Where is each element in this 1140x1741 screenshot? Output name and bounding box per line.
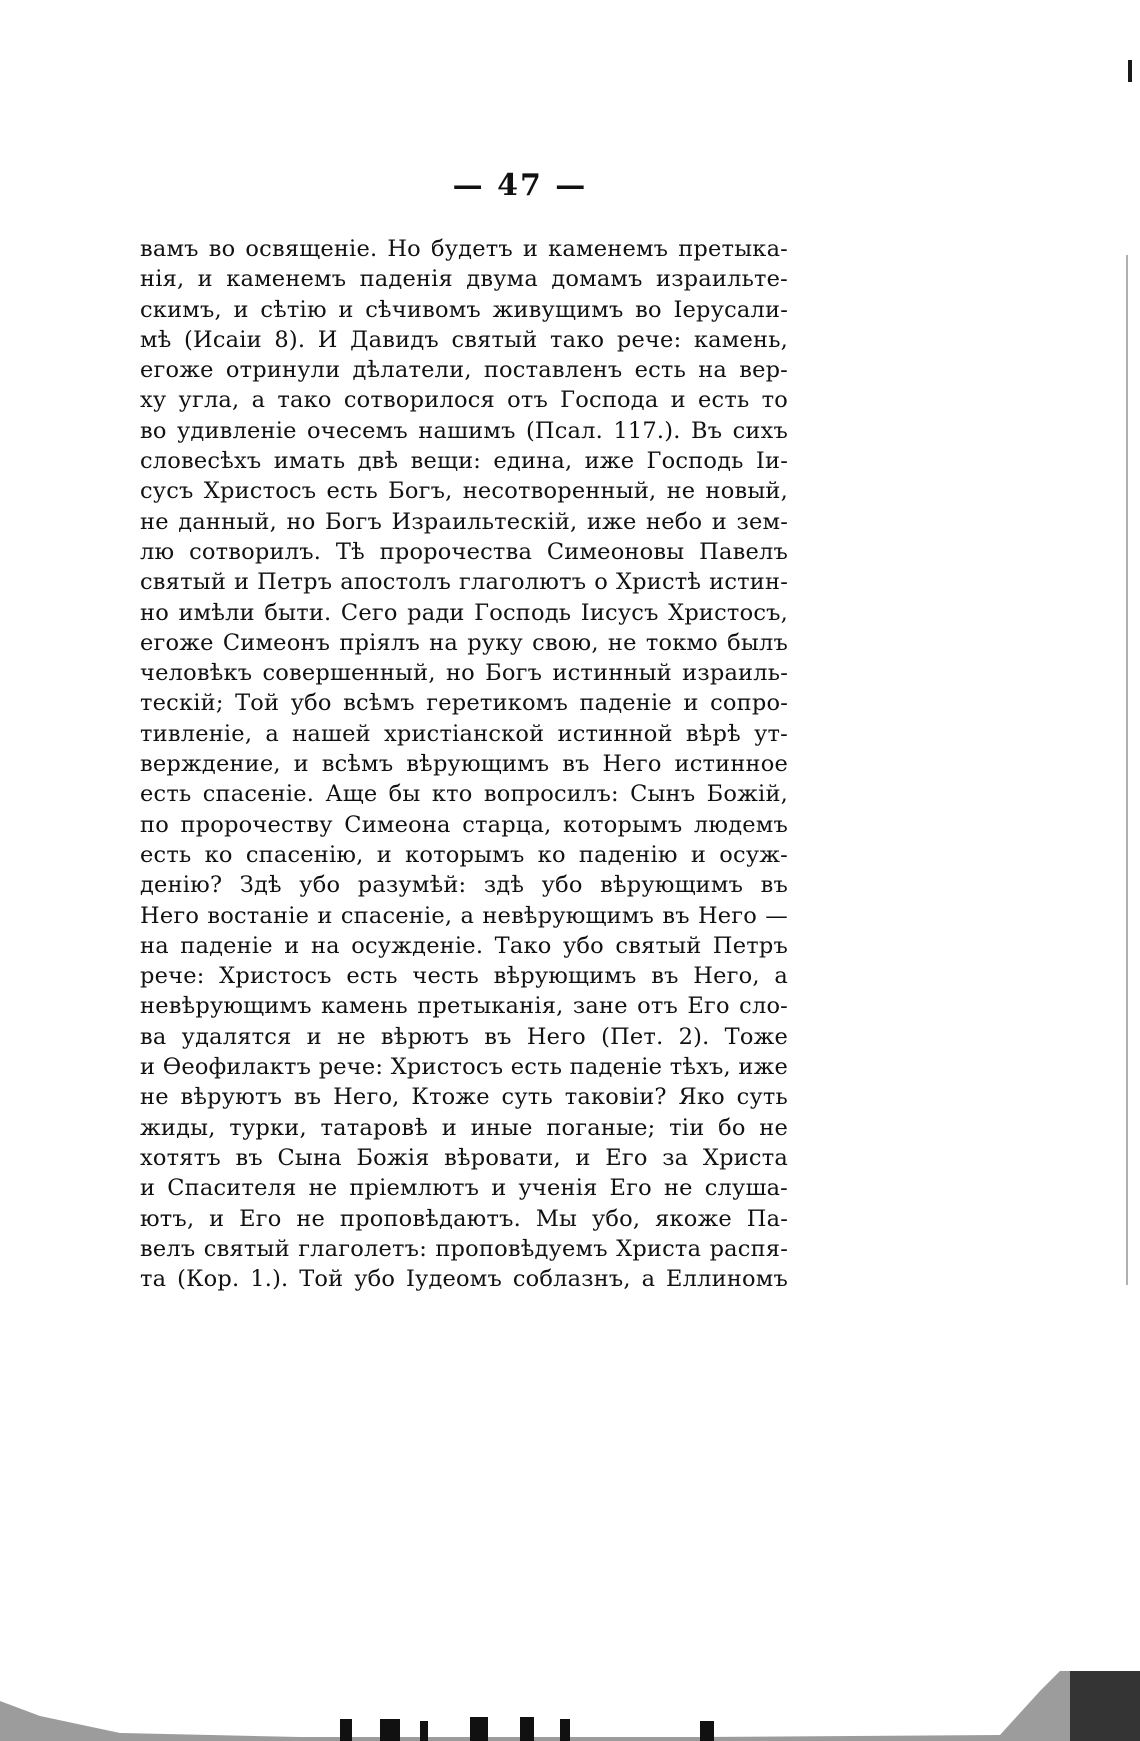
text-line: по пророчеству Симеона старца, которымъ людемъ — [140, 811, 788, 838]
page-number: — 47 — — [452, 168, 588, 203]
text-line: скимъ, и сѣтію и сѣчивомъ живущимъ во Іерусали- — [140, 296, 788, 323]
text-line: верждение, и всѣмъ вѣрующимъ въ Него истинное — [140, 751, 788, 778]
text-line: на паденіе и на осужденіе. Тако убо святый Петръ — [140, 932, 788, 959]
text-line: невѣрующимъ камень претыканія, зане отъ Его сло- — [140, 993, 788, 1020]
text-line: денію? Здѣ убо разумѣй: здѣ убо вѣрующимъ въ — [140, 872, 788, 899]
text-line: нія, и каменемъ паденія двума домамъ израильте- — [140, 266, 788, 293]
body-text — [140, 234, 788, 1294]
text-line: рече: Христосъ есть честь вѣрующимъ въ Него, а — [140, 963, 788, 990]
text-line: и Спасителя не пріемлютъ и ученія Его не слуша- — [140, 1175, 788, 1202]
text-line: во удивленіе очесемъ нашимъ (Псал. 117.). Въ сихъ — [140, 417, 788, 444]
text-line: человѣкъ совершенный, но Богъ истинный израиль- — [140, 660, 788, 687]
text-line: есть ко спасенію, и которымъ ко паденію и осуж- — [140, 841, 788, 868]
text-line: тескій; Той убо всѣмъ геретикомъ паденіе и сопро- — [140, 690, 788, 717]
text-line: жиды, турки, татаровѣ и иные поганые; тіи бо не — [140, 1114, 788, 1141]
text-line: егоже Симеонъ пріялъ на руку свою, не токмо былъ — [140, 629, 788, 656]
text-line: мѣ (Исаіи 8). И Давидъ святый тако рече: камень, — [140, 326, 788, 353]
text-line: но имѣли быти. Сего ради Господь Іисусъ Христосъ, — [140, 599, 788, 626]
text-line: хотятъ въ Сына Божія вѣровати, и Его за Христа — [140, 1144, 788, 1171]
text-line: сусъ Христосъ есть Богъ, несотворенный, не новый, — [140, 478, 788, 505]
text-line: не данный, но Богъ Израильтескій, иже небо и зем- — [140, 508, 788, 535]
text-line: словесѣхъ имать двѣ вещи: едина, иже Господь Іи- — [140, 448, 788, 475]
scan-bottom-artifact — [0, 1671, 1140, 1741]
text-line: велъ святый глаголетъ: проповѣдуемъ Христа распя- — [140, 1235, 788, 1262]
text-line: ху угла, а тако сотворилося отъ Господа и есть то — [140, 387, 788, 414]
text-line: есть спасеніе. Аще бы кто вопросилъ: Сынъ Божій, — [140, 781, 788, 808]
scan-edge-mark — [1128, 60, 1132, 82]
text-line: святый и Петръ апостолъ глаголютъ о Христѣ истин- — [140, 569, 788, 596]
text-line: ва удалятся и не вѣрютъ въ Него (Пет. 2). Тоже — [140, 1023, 788, 1050]
text-line: лю сотворилъ. Тѣ пророчества Симеоновы Павелъ — [140, 538, 788, 565]
text-line: вамъ во освященіе. Но будетъ и каменемъ претыка- — [140, 236, 788, 262]
text-line: егоже отринули дѣлатели, поставленъ есть на вер- — [140, 357, 788, 384]
text-line: не вѣруютъ въ Него, Ктоже суть таковіи? Яко суть — [140, 1084, 788, 1111]
text-line: ютъ, и Его не проповѣдаютъ. Мы убо, якоже Па- — [140, 1205, 788, 1232]
text-line: Него востаніе и спасеніе, а невѣрующимъ въ Него — — [140, 902, 788, 929]
text-line: и Өеофилактъ рече: Христосъ есть паденіе тѣхъ, иже — [140, 1054, 788, 1081]
scan-edge-mark — [1126, 255, 1128, 1285]
text-line: та (Кор. 1.). Той убо Іудеомъ соблазнъ, а Еллиномъ — [140, 1266, 788, 1293]
text-line: тивленіе, а нашей христіанской истинной вѣрѣ ут- — [140, 720, 788, 747]
